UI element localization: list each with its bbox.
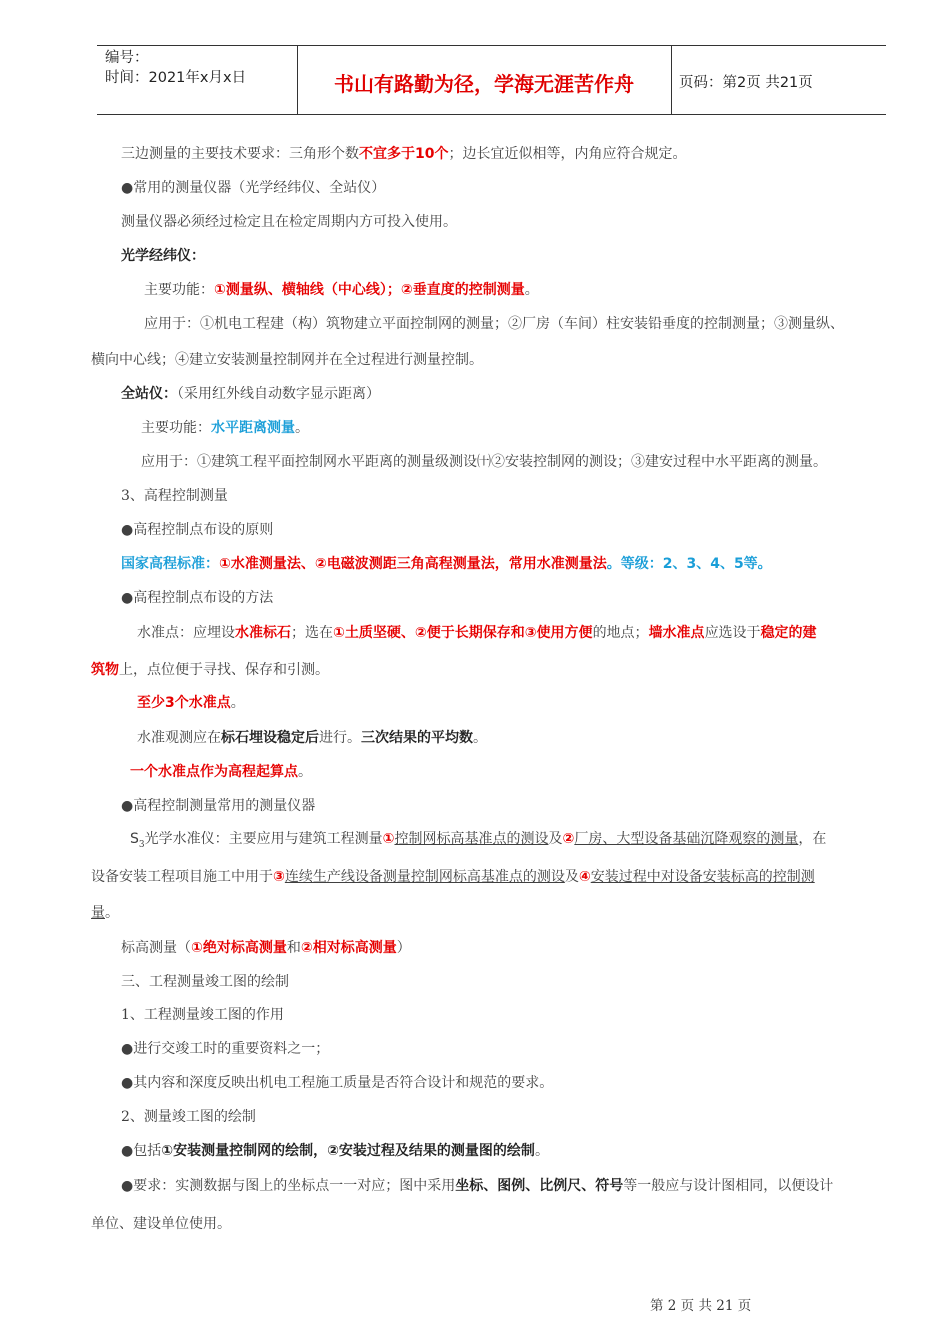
text-line: 应用于：①建筑工程平面控制网水平距离的测量级测设㈩②安装控制网的测设；③建安过程中水平距离的测量。 <box>141 454 827 470</box>
bullet-line: ●要求：实测数据与图上的坐标点一一对应；图中采用坐标、图例、比例尺、符号等一般应与设计图相同，以便设计 <box>121 1178 834 1194</box>
header-divider <box>671 46 672 114</box>
text-line: 一个水准点作为高程起算点。 <box>130 764 312 780</box>
header-motto: 书山有路勤为径，学海无涯苦作舟 <box>334 72 634 96</box>
text-line: 应用于：①机电工程建（构）筑物建立平面控制网的测量；②厂房（车间）柱安装铅垂度的控制测量；③测量纵、 <box>144 316 844 332</box>
text-line: 单位、建设单位使用。 <box>91 1216 231 1232</box>
bullet-line: ●包括①安装测量控制网的绘制，②安装过程及结果的测量图的绘制。 <box>121 1143 549 1159</box>
header-page-label: 页码：第2页 共21页 <box>679 75 813 91</box>
header-meta <box>105 48 295 88</box>
number-label: 编号： <box>105 50 149 66</box>
page-footer: 第 2 页 共 21 页 <box>650 1298 752 1314</box>
text-line: 主要功能：①测量纵、横轴线（中心线）；②垂直度的控制测量。 <box>144 282 539 298</box>
text-line: 国家高程标准：①水准测量法、②电磁波测距三角高程测量法，常用水准测量法。等级：2、3、4、5等。 <box>121 556 772 572</box>
text-line: 三边测量的主要技术要求：三角形个数不宜多于10个；边长宜近似相等，内角应符合规定。 <box>121 146 687 162</box>
text-line: 全站仪：（采用红外线自动数字显示距离） <box>121 386 380 402</box>
bullet-line: ●高程控制点布设的方法 <box>121 590 274 606</box>
text-line: 水准点：应埋设水准标石；选在①土质坚硬、②便于长期保存和③使用方便的地点；墙水准点应选设于稳定的建 <box>137 625 817 641</box>
text-line: 筑物上，点位便于寻找、保存和引测。 <box>91 662 329 678</box>
bullet-line: ●高程控制点布设的原则 <box>121 522 274 538</box>
section-heading: 光学经纬仪： <box>121 248 205 264</box>
bullet-line: ●常用的测量仪器（光学经纬仪、全站仪） <box>121 180 386 196</box>
bullet-line: ●高程控制测量常用的测量仪器 <box>121 798 316 814</box>
time-label: 时间：2021年x月x日 <box>105 70 247 86</box>
text-line: 标高测量（①绝对标高测量和②相对标高测量） <box>121 940 411 956</box>
section-heading: 1、工程测量竣工图的作用 <box>121 1007 284 1023</box>
section-heading: 3、高程控制测量 <box>121 488 228 504</box>
text-line: $S_3$光学水准仪：主要应用与建筑工程测量①控制网标高基准点的测设及②厂房、大型设备基础沉降观察的测量，在 <box>130 831 827 850</box>
text-line: 横向中心线；④建立安装测量控制网并在全过程进行测量控制。 <box>91 352 483 368</box>
text-line: 至少3个水准点。 <box>137 695 245 711</box>
bullet-line: ●其内容和深度反映出机电工程施工质量是否符合设计和规范的要求。 <box>121 1075 554 1091</box>
section-heading: 三、工程测量竣工图的绘制 <box>121 974 289 990</box>
section-heading: 2、测量竣工图的绘制 <box>121 1109 256 1125</box>
text-line: 水准观测应在标石埋设稳定后进行。三次结果的平均数。 <box>137 730 487 746</box>
bullet-line: ●进行交竣工时的重要资料之一； <box>121 1041 330 1057</box>
text-line: 设备安装工程项目施工中用于③连续生产线设备测量控制网标高基准点的测设及④安装过程中对设备安装标高的控制测 <box>91 869 815 885</box>
text-line: 主要功能：水平距离测量。 <box>141 420 309 436</box>
text-line: 测量仪器必须经过检定且在检定周期内方可投入使用。 <box>121 214 457 230</box>
text-line: 量。 <box>91 905 119 921</box>
page-header <box>97 45 886 115</box>
